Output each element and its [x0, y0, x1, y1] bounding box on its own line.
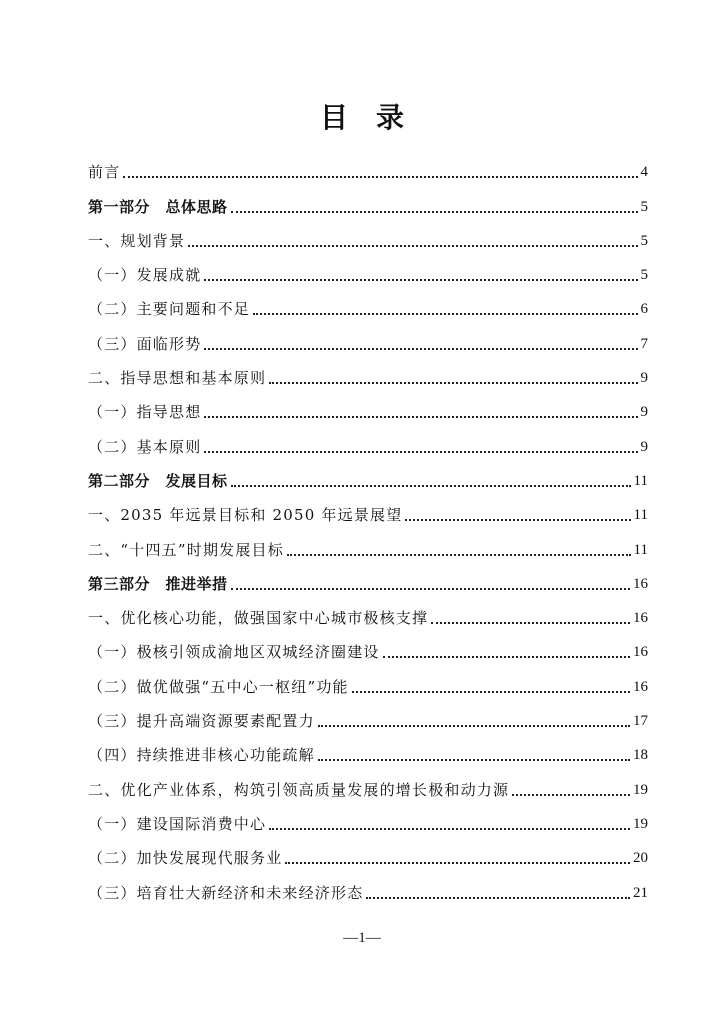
toc-part-heading[interactable]	[88, 457, 648, 491]
toc-dot-leader	[269, 828, 630, 830]
toc-entry-label: （三）提升高端资源要素配置力	[88, 712, 315, 731]
toc-entry-page: 11	[633, 472, 648, 489]
toc-entry-label: （一）发展成就	[88, 266, 202, 285]
toc-entry-label: 一、优化核心功能，做强国家中心城市极核支撑	[88, 609, 429, 628]
toc-dot-leader	[253, 313, 637, 315]
toc-entry[interactable]	[88, 388, 648, 422]
toc-entry-page: 9	[640, 404, 648, 421]
toc-entry-label: （一）指导思想	[88, 403, 202, 422]
toc-entry-label: 第一部分 总体思路	[88, 197, 228, 216]
toc-part-heading[interactable]	[88, 560, 648, 594]
toc-part-heading[interactable]	[88, 182, 648, 216]
toc-dot-leader	[231, 485, 631, 487]
toc-dot-leader	[204, 279, 637, 281]
toc-dot-leader	[318, 725, 630, 727]
toc-dot-leader	[204, 451, 637, 453]
toc-entry-label: （一）建设国际消费中心	[88, 814, 267, 833]
toc-entry-page: 9	[640, 438, 648, 455]
toc-entry-page: 11	[633, 541, 648, 558]
toc-entry-page: 5	[640, 267, 648, 284]
toc-entry-label: （二）加快发展现代服务业	[88, 849, 283, 868]
toc-entry-page: 17	[633, 713, 648, 730]
toc-entry-label: 第二部分 发展目标	[88, 471, 228, 490]
table-of-contents	[88, 148, 648, 903]
page-title: 目 录	[319, 101, 404, 134]
toc-dot-leader	[231, 211, 638, 213]
toc-entry[interactable]	[88, 800, 648, 834]
toc-entry-page: 16	[633, 575, 648, 592]
toc-entry-page: 7	[640, 335, 648, 352]
toc-entry-label: 二、“十四五”时期发展目标	[88, 540, 284, 559]
toc-dot-leader	[383, 656, 630, 658]
toc-entry-page: 5	[640, 198, 648, 215]
toc-entry[interactable]	[88, 868, 648, 902]
toc-dot-leader	[285, 862, 630, 864]
toc-entry-label: （三）面临形势	[88, 334, 202, 353]
toc-dot-leader	[123, 176, 637, 178]
toc-entry[interactable]	[88, 319, 648, 353]
toc-entry-page: 4	[640, 164, 648, 181]
toc-entry-label: （三）培育壮大新经济和未来经济形态	[88, 883, 364, 902]
toc-entry[interactable]	[88, 148, 648, 182]
toc-entry-label: （二）基本原则	[88, 437, 202, 456]
toc-entry[interactable]	[88, 628, 648, 662]
toc-dot-leader	[204, 348, 637, 350]
toc-entry-page: 5	[640, 232, 648, 249]
toc-entry-page: 20	[633, 850, 648, 867]
toc-entry[interactable]	[88, 594, 648, 628]
toc-entry[interactable]	[88, 697, 648, 731]
toc-entry[interactable]	[88, 834, 648, 868]
toc-entry-label: （二）做优做强“五中心一枢纽”功能	[88, 677, 349, 696]
toc-dot-leader	[188, 245, 637, 247]
toc-entry-page: 11	[633, 507, 648, 524]
toc-entry-page: 16	[633, 644, 648, 661]
page-number: —1—	[343, 930, 381, 946]
toc-dot-leader	[269, 382, 637, 384]
toc-entry-page: 6	[640, 301, 648, 318]
toc-entry-page: 16	[633, 678, 648, 695]
toc-entry-page: 19	[633, 781, 648, 798]
toc-dot-leader	[231, 588, 630, 590]
toc-dot-leader	[352, 691, 630, 693]
toc-dot-leader	[318, 759, 630, 761]
toc-dot-leader	[287, 554, 631, 556]
toc-entry-label: 前言	[88, 163, 121, 182]
toc-dot-leader	[512, 794, 630, 796]
toc-entry[interactable]	[88, 285, 648, 319]
toc-entry-label: 二、优化产业体系，构筑引领高质量发展的增长极和动力源	[88, 780, 510, 799]
toc-entry-page: 16	[633, 610, 648, 627]
toc-entry-label: 第三部分 推进举措	[88, 574, 228, 593]
toc-entry-page: 9	[640, 370, 648, 387]
toc-entry[interactable]	[88, 731, 648, 765]
toc-entry[interactable]	[88, 422, 648, 456]
toc-entry-label: 二、指导思想和基本原则	[88, 369, 267, 388]
toc-entry[interactable]	[88, 491, 648, 525]
toc-entry-page: 19	[633, 815, 648, 832]
toc-entry-label: （一）极核引领成渝地区双城经济圈建设	[88, 643, 380, 662]
toc-entry[interactable]	[88, 251, 648, 285]
toc-entry[interactable]	[88, 354, 648, 388]
toc-entry-label: 一、规划背景	[88, 231, 186, 250]
toc-dot-leader	[204, 416, 637, 418]
toc-entry[interactable]	[88, 217, 648, 251]
toc-entry[interactable]	[88, 662, 648, 696]
toc-dot-leader	[431, 622, 630, 624]
toc-entry[interactable]	[88, 765, 648, 799]
toc-entry-label: （四）持续推进非核心功能疏解	[88, 746, 315, 765]
toc-entry-label: （二）主要问题和不足	[88, 300, 251, 319]
toc-dot-leader	[366, 897, 630, 899]
toc-entry[interactable]	[88, 525, 648, 559]
toc-entry-page: 18	[633, 747, 648, 764]
toc-dot-leader	[405, 519, 630, 521]
toc-entry-page: 21	[633, 884, 648, 901]
toc-entry-label: 一、2035 年远景目标和 2050 年远景展望	[88, 506, 403, 525]
